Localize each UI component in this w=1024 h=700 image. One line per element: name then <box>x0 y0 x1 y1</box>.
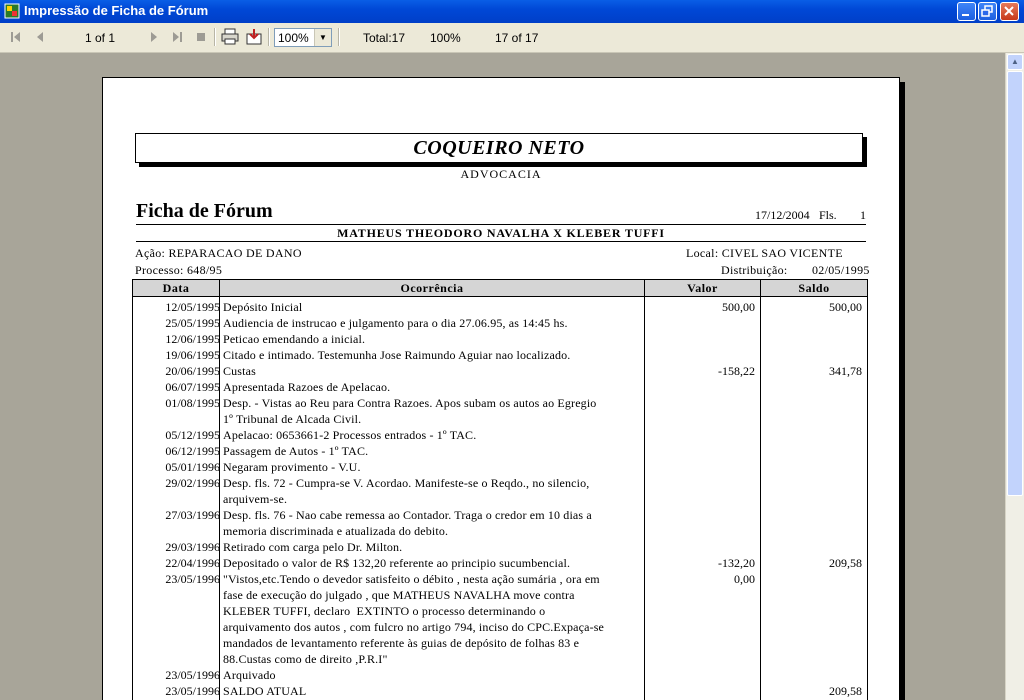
row-occurrence: Desp. - Vistas ao Reu para Contra Razoes. Apos subam os autos ao Egregio 1º Tribunal de Alcada Civil. <box>223 396 597 426</box>
row-occurrence: "Vistos,etc.Tendo o devedor satisfeito o débito , nesta ação sumária , ora em fase de execução do julgado , que MATHEUS NAVALHA move contra KLEBER TUFFI, declaro EXTINTO o processo determinando o arquivamento dos autos , com fulcro no artigo 794, inciso do CPC.Expaça-se mandados de levantamento referente às guias de depósito de folhas 83 e 88.Custas como de direito ,P.R.I" <box>223 572 605 666</box>
restore-icon <box>979 3 996 20</box>
table-row <box>132 395 867 427</box>
table-row <box>132 427 867 443</box>
total-label: Total:17 <box>363 31 406 45</box>
row-occurrence: Depositado o valor de R$ 132,20 referente ao principio sucumbencial. <box>223 556 571 570</box>
fls-label: Fls. <box>819 208 837 222</box>
row-saldo: 209,58 <box>829 556 862 570</box>
column-header-saldo: Saldo <box>760 279 868 297</box>
records-label: 17 of 17 <box>495 31 539 45</box>
processo: Processo: 648/95 <box>135 263 223 277</box>
fls-value: 1 <box>860 208 866 222</box>
row-saldo: 500,00 <box>829 300 862 314</box>
row-saldo: 341,78 <box>829 364 862 378</box>
minimize-button[interactable] <box>957 2 976 21</box>
table-row <box>132 347 867 363</box>
table-row <box>132 331 867 347</box>
table-row <box>132 571 867 667</box>
row-occurrence: SALDO ATUAL <box>223 684 307 698</box>
toolbar-separator <box>268 28 270 46</box>
distribuicao-label: Distribuição: <box>721 263 788 277</box>
row-date: 06/12/1995 <box>165 444 220 458</box>
row-date: 23/05/1996 <box>165 572 220 586</box>
row-date: 23/05/1996 <box>165 684 220 698</box>
table-row <box>132 475 867 507</box>
row-date: 06/07/1995 <box>165 380 220 394</box>
close-icon <box>1001 3 1018 20</box>
row-date: 22/04/1996 <box>165 556 220 570</box>
report-page <box>102 77 900 700</box>
row-valor: -158,22 <box>718 364 755 378</box>
row-occurrence: Peticao emendando a inicial. <box>223 332 366 346</box>
table-row <box>132 459 867 475</box>
vertical-scrollbar[interactable] <box>1005 53 1024 700</box>
report-viewport <box>0 53 1005 700</box>
distribuicao-value: 02/05/1995 <box>812 263 870 277</box>
column-line <box>867 297 868 700</box>
row-saldo: 209,58 <box>829 684 862 698</box>
table-row <box>132 507 867 539</box>
column-header-ocorrencia: Ocorrência <box>219 279 645 297</box>
chevron-down-icon[interactable]: ▼ <box>314 29 331 46</box>
row-date: 01/08/1995 <box>165 396 220 410</box>
row-valor: 0,00 <box>734 572 755 586</box>
restore-button[interactable] <box>978 2 997 21</box>
row-occurrence: Apelacao: 0653661-2 Processos entrados - 1º TAC. <box>223 428 477 442</box>
scroll-up-icon[interactable]: ▲ <box>1007 54 1023 70</box>
acao: Ação: REPARACAO DE DANO <box>135 246 302 260</box>
report-title: Ficha de Fórum <box>136 200 273 222</box>
last-page-icon[interactable] <box>171 31 183 43</box>
toolbar-separator <box>338 28 340 46</box>
row-date: 27/03/1996 <box>165 508 220 522</box>
row-occurrence: Retirado com carga pelo Dr. Milton. <box>223 540 403 554</box>
previous-page-icon[interactable] <box>34 31 46 43</box>
row-occurrence: Arquivado <box>223 668 276 682</box>
row-occurrence: Desp. fls. 72 - Cumpra-se V. Acordao. Manifeste-se o Reqdo., no silencio, arquivem-se. <box>223 476 590 506</box>
divider <box>136 224 866 225</box>
table-row <box>132 555 867 571</box>
report-date: 17/12/2004 <box>755 208 810 222</box>
table-row <box>132 539 867 555</box>
scroll-thumb[interactable] <box>1007 71 1023 496</box>
table-row <box>132 363 867 379</box>
column-header-valor: Valor <box>644 279 761 297</box>
row-date: 12/06/1995 <box>165 332 220 346</box>
window-title-bar[interactable] <box>0 0 1024 23</box>
table-row <box>132 299 867 315</box>
row-occurrence: Citado e intimado. Testemunha Jose Raimundo Aguiar nao localizado. <box>223 348 571 362</box>
firm-name: COQUEIRO NETO <box>413 137 585 159</box>
case-parties: MATHEUS THEODORO NAVALHA X KLEBER TUFFI <box>337 226 665 240</box>
stop-icon[interactable] <box>195 31 207 43</box>
close-button[interactable] <box>1000 2 1019 21</box>
toolbar-separator <box>214 28 216 46</box>
firm-subtitle: ADVOCACIA <box>460 167 542 181</box>
page-indicator: 1 of 1 <box>85 31 116 45</box>
table-row <box>132 443 867 459</box>
print-icon[interactable] <box>221 28 239 45</box>
table-row <box>132 315 867 331</box>
row-date: 29/02/1996 <box>165 476 220 490</box>
export-icon[interactable] <box>245 28 263 45</box>
zoom-select[interactable] <box>274 28 332 47</box>
local: Local: CIVEL SAO VICENTE <box>686 246 843 260</box>
row-occurrence: Apresentada Razoes de Apelacao. <box>223 380 391 394</box>
divider <box>136 241 866 242</box>
row-date: 05/01/1996 <box>165 460 220 474</box>
first-page-icon[interactable] <box>10 31 22 43</box>
row-date: 29/03/1996 <box>165 540 220 554</box>
next-page-icon[interactable] <box>148 31 160 43</box>
row-date: 20/06/1995 <box>165 364 220 378</box>
letterhead-box <box>135 133 863 163</box>
percent-label: 100% <box>430 31 461 45</box>
column-header-data: Data <box>132 279 220 297</box>
row-date: 05/12/1995 <box>165 428 220 442</box>
table-row <box>132 379 867 395</box>
table-row <box>132 667 867 683</box>
row-occurrence: Audiencia de instrucao e julgamento para o dia 27.06.95, as 14:45 hs. <box>223 316 568 330</box>
row-occurrence: Passagem de Autos - 1º TAC. <box>223 444 369 458</box>
row-date: 23/05/1996 <box>165 668 220 682</box>
row-occurrence: Depósito Inicial <box>223 300 303 314</box>
occurrences-table <box>132 279 867 700</box>
row-date: 19/06/1995 <box>165 348 220 362</box>
row-occurrence: Desp. fls. 76 - Nao cabe remessa ao Contador. Traga o credor em 10 dias a memoria discriminada e atualizada do debito. <box>223 508 592 538</box>
window-title: Impressão de Ficha de Fórum <box>24 3 209 18</box>
row-date: 12/05/1995 <box>165 300 220 314</box>
app-icon <box>4 3 20 19</box>
row-date: 25/05/1995 <box>165 316 220 330</box>
toolbar <box>0 23 1024 53</box>
row-occurrence: Custas <box>223 364 256 378</box>
zoom-value: 100% <box>278 31 309 45</box>
table-row <box>132 683 867 699</box>
minimize-icon <box>958 3 975 20</box>
row-occurrence: Negaram provimento - V.U. <box>223 460 361 474</box>
row-valor: 500,00 <box>722 300 755 314</box>
row-valor: -132,20 <box>718 556 755 570</box>
